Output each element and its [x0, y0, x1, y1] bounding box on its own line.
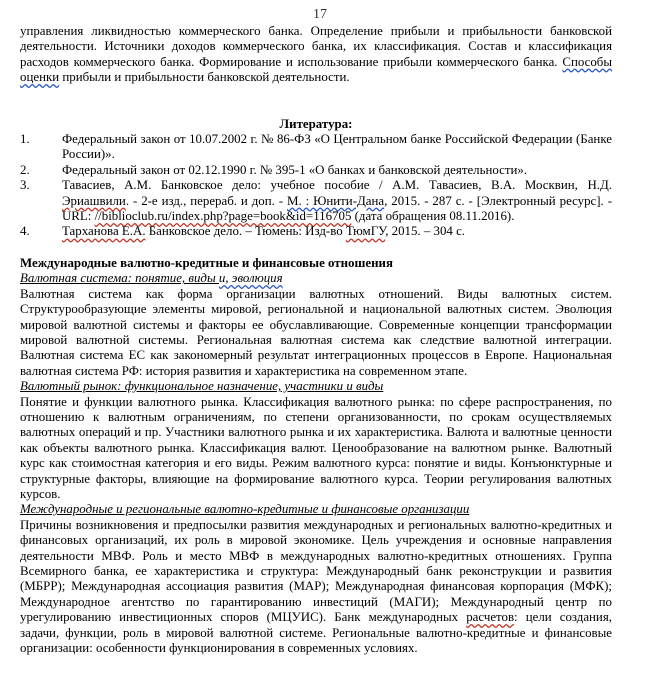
ref-text: . - 2-е изд., перераб. и доп. - [125, 193, 288, 208]
subsection-body-text: Причины возникновения и предпосылки развития международных и региональных валютно-кредитных и финансовых организаций, их роль в мировой экономике. Цель учреждения и основные направления деятельности МВФ. Роль и место МВФ в международных валютно-кредитных отношениях. Группа Всемирного банка, ее характеристика и структура: Международный банк реконструкции и развития (МБРР); Международная ассоциация развития (МАР); Международная финансовая корпорация (МФК); Международное агентство по гарантированию инвестиций (МАГИ); Международный центр по урегулированию инвестиционных споров (МЦУИС). Банк международных [20, 517, 612, 625]
ref-text: , 2015. – 304 с. [385, 224, 466, 239]
intro-text-marked: Способы оценки [20, 54, 612, 85]
literature-item [20, 224, 612, 239]
ref-text-marked: Тарханова Е.А. [62, 224, 146, 239]
literature-item [20, 163, 612, 178]
literature-item-text: Федеральный закон от 10.07.2002 г. № 86-ФЗ «О Центральном банке Российской Федерации (Банке России)». [62, 132, 612, 162]
literature-item-number: 4. [20, 224, 30, 239]
literature-item-number: 3. [20, 178, 30, 193]
subsection-body: Понятие и функции валютного рынка. Классификация валютного рынка: по сфере распространения, по отношению к валютным ограничениям, по степени организованности, по срокам осуществляемых валютных операций и пр. Участники валютного рынка и их характеристика. Валюта и валютные ценности как объекты валютного рынка. Классификация валют. Ценообразование на валютном рынке. Валютный курс как стоимостная категория и его виды. Режим валютного курса: понятие и виды. Конъюнктурные и структурные факторы, влияющие на формирование валютного курса. Теории регулирования валютных курсов. [20, 394, 612, 501]
subsection-body [20, 518, 612, 657]
literature-item-text: Федеральный закон от 02.12.1990 г. № 395-1 «О банках и банковской деятельности». [62, 162, 528, 177]
subsection-heading-text: Валютная система: понятие, виды [20, 271, 219, 286]
ref-url-link[interactable]: //biblioclub.ru/index.php?page=book&id=116705 [94, 209, 352, 224]
intro-text-end: прибыли и прибыльности банковской деятельности. [59, 70, 350, 85]
subsection-body-text-end: : цели создания, задачи, функции, роль в мировой валютной системе. Региональные валютно-кредитные и финансовые организации: особенности функционирования в современных условиях. [20, 610, 612, 656]
literature-item-text [62, 178, 612, 224]
subsection-heading: Международные и региональные валютно-кредитные и финансовые организации [20, 502, 470, 517]
ref-text-marked: М. : Юнити-Дана [287, 193, 385, 208]
ref-text: , 2015. - 287 с. - [Электронный ресурс]. - URL: [62, 193, 613, 224]
subsection-body: Валютная система как форма организации валютных отношений. Виды валютных систем. Структурообразующие элементы мировой, региональной и национальной валютных систем. Эволюция мировой валютной системы и факторы ее обуславливающие. Современные концепции трансформации мировой валютной системы. Региональная валютная система как следствие валютной интеграции. Валютная система ЕС как закономерный результат интеграционных процессов в Европе. Национальная валютная система РФ: история развития и характеристика на современном этапе. [20, 286, 612, 378]
document-body [20, 24, 612, 656]
literature-item [20, 132, 612, 163]
ref-text: Тавасиев, А.М. Банковское дело: учебное пособие / А.М. Тавасиев, В.А. Москвин, Н.Д. [62, 178, 612, 193]
subsection-body-text-marked: расчетов [466, 610, 515, 625]
page-number: 17 [313, 7, 327, 22]
literature-item-number: 2. [20, 162, 30, 177]
literature-item-number: 1. [20, 132, 30, 147]
literature-item [20, 178, 612, 224]
section-title: Международные валютно-кредитные и финансовые отношения [20, 255, 393, 270]
literature-item-text [62, 224, 612, 239]
ref-text: (дата обращения 08.11.2016). [351, 209, 515, 224]
intro-paragraph [20, 24, 612, 86]
subsection-heading: Валютный рынок: функциональное назначение, участники и виды [20, 379, 384, 394]
ref-text-marked: Эриашвили [62, 193, 126, 208]
ref-text: Банковское дело. – Тюмень: Изд-во [145, 224, 346, 239]
intro-text: управления ликвидностью коммерческого банка. Определение прибыли и прибыльности банковской деятельности. Источники доходов коммерческого банка, их классификация. Состав и классификация расходов коммерческого банка. Формирование и использование прибыли коммерческого банка. [20, 24, 612, 69]
subsection-heading-text-marked: и, эволюция [218, 271, 283, 286]
ref-text-marked: ТюмГУ [345, 224, 386, 239]
subsection-heading [20, 271, 612, 286]
literature-title: Литература: [279, 116, 353, 131]
